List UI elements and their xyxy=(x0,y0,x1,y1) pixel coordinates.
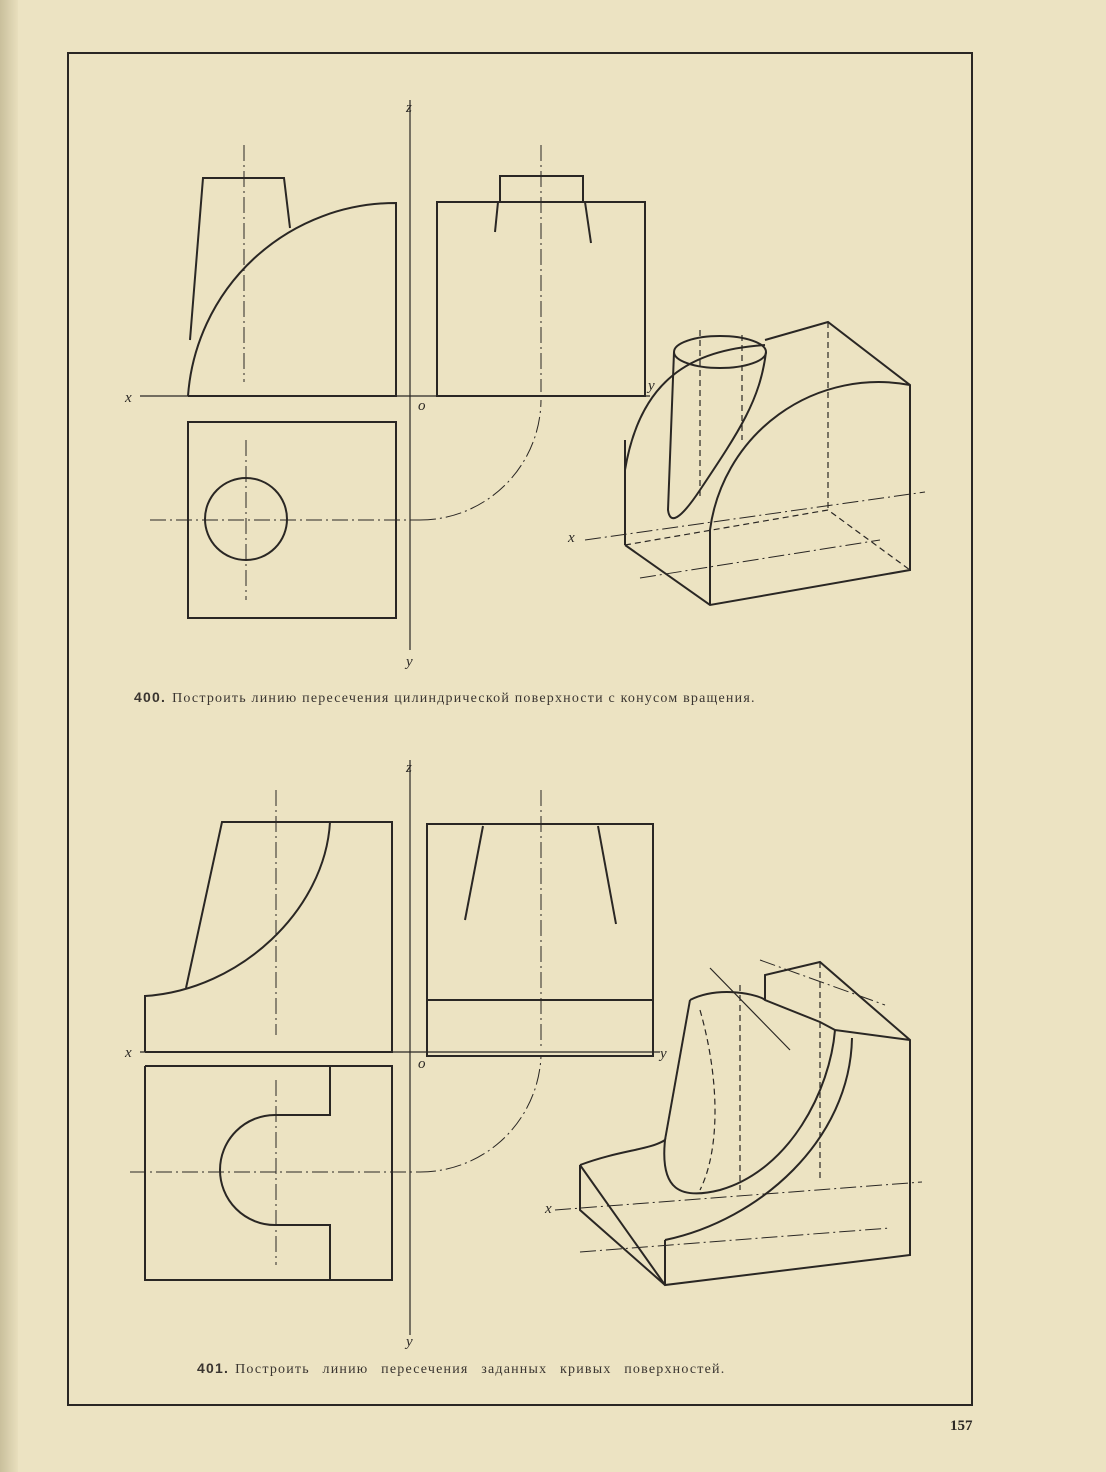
label-o: o xyxy=(418,1056,426,1072)
label-o: o xyxy=(418,398,426,414)
side-view-401 xyxy=(427,790,653,1056)
label-z: z xyxy=(406,760,412,776)
page-number: 157 xyxy=(950,1418,973,1434)
label-y: y xyxy=(660,1046,667,1062)
label-x-iso: x xyxy=(568,530,575,546)
front-view-400 xyxy=(188,145,396,396)
side-view-400 xyxy=(437,145,645,396)
problem-number: 401. xyxy=(197,1360,230,1376)
top-view-400 xyxy=(150,400,541,618)
front-view-401 xyxy=(145,790,392,1052)
caption-401 xyxy=(197,1360,725,1378)
label-y-bottom: y xyxy=(406,1334,413,1350)
problem-number: 400. xyxy=(134,689,167,705)
top-view-401 xyxy=(130,1056,541,1280)
isometric-view-401 xyxy=(544,960,922,1285)
problem-text: Построить линию пересечения заданных кривых поверхностей. xyxy=(235,1362,726,1377)
page-frame xyxy=(68,53,972,1405)
label-y-bottom: y xyxy=(406,654,413,670)
problem-text: Построить линию пересечения цилиндрической поверхности с конусом вращения. xyxy=(172,691,756,706)
label-z: z xyxy=(406,100,412,116)
label-x: x xyxy=(125,390,132,406)
figure-401 xyxy=(124,760,922,1350)
label-y: y xyxy=(648,378,655,394)
caption-400 xyxy=(134,689,756,707)
label-x: x xyxy=(125,1045,132,1061)
figure-400 xyxy=(124,100,925,670)
isometric-view-400 xyxy=(567,322,925,605)
label-x-iso: x xyxy=(545,1201,552,1217)
